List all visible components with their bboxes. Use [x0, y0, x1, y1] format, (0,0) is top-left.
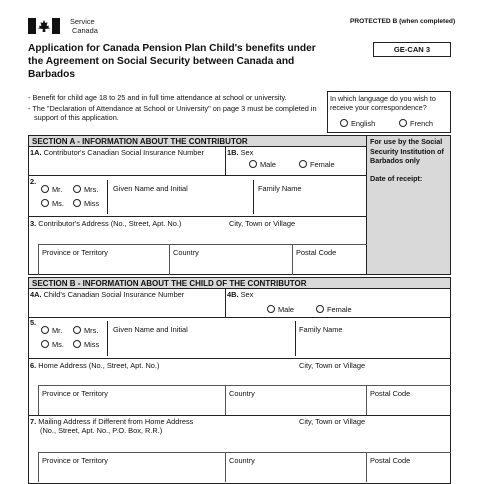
title-mr-option[interactable]: [41, 185, 62, 194]
mr-label: Mr.: [52, 326, 63, 335]
province-label: Province or Territory: [42, 456, 108, 465]
contributor-male-option[interactable]: [249, 160, 276, 169]
contributor-sin-field[interactable]: [31, 158, 221, 173]
country-label: Country: [229, 456, 255, 465]
q1a-number: 1A.: [30, 148, 42, 157]
given-name-label: Given Name and Initial: [113, 325, 188, 334]
city-label: City, Town or Village: [229, 219, 296, 228]
ms-label: Ms.: [52, 340, 64, 349]
contributor-given-name-field[interactable]: [110, 195, 250, 213]
q4b-text: Sex: [240, 290, 254, 299]
q1b-label: [227, 148, 253, 157]
ms-radio[interactable]: [41, 199, 49, 207]
notes: [28, 93, 323, 122]
divider: [366, 452, 367, 482]
mrs-radio[interactable]: [73, 326, 81, 334]
child-female-option[interactable]: [316, 305, 352, 314]
page-title: Application for Canada Pension Plan Child's benefits under the Agreement on Social Security between Canada and Barbados: [28, 43, 316, 80]
title-ms-option[interactable]: [41, 199, 64, 208]
form-code-box: [373, 42, 451, 57]
child-sin-field[interactable]: [31, 300, 221, 315]
department-name: [70, 17, 98, 35]
q1b-text: Sex: [240, 148, 254, 157]
male-label: Male: [260, 160, 277, 169]
q3-number: 3.: [30, 219, 37, 228]
q6-number: 6.: [30, 361, 37, 370]
q1a-label: [30, 148, 204, 157]
child-male-option[interactable]: [267, 305, 294, 314]
province-label: Province or Territory: [42, 248, 108, 257]
official-use-note: For use by the Social Security Institution of Barbados only: [370, 137, 444, 166]
family-name-label: Family Name: [299, 325, 343, 334]
female-label: Female: [327, 305, 352, 314]
language-english-option[interactable]: [340, 119, 375, 128]
divider: [225, 452, 226, 482]
english-radio[interactable]: [340, 119, 348, 127]
child-title-mr-option[interactable]: [41, 326, 62, 335]
contributor-female-option[interactable]: [299, 160, 335, 169]
ms-label: Ms.: [52, 199, 64, 208]
note-2: - The "Declaration of Attendance at School or University" on page 3 must be completed in support of this application.: [28, 104, 317, 122]
french-label: French: [410, 119, 434, 128]
divider: [38, 452, 451, 453]
q6-label: [30, 361, 159, 370]
child-title-mrs-option[interactable]: [73, 326, 98, 335]
title-miss-option[interactable]: [73, 199, 99, 208]
divider: [366, 385, 367, 415]
city-label: City, Town or Village: [299, 361, 366, 370]
address-label: Contributor's Address (No., Street, Apt. No.): [38, 219, 182, 228]
family-name-label: Family Name: [258, 184, 302, 193]
miss-label: Miss: [84, 340, 100, 349]
q3-label: [30, 219, 181, 228]
child-title-ms-option[interactable]: [41, 340, 64, 349]
male-label: Male: [278, 305, 295, 314]
form-code: GE-CAN 3: [393, 45, 431, 54]
given-name-label: Given Name and Initial: [113, 184, 188, 193]
q4b-label: [227, 290, 253, 299]
english-label: English: [351, 119, 376, 128]
q4a-number: 4A.: [30, 290, 42, 299]
language-french-option[interactable]: [399, 119, 433, 128]
divider: [169, 244, 170, 275]
mr-radio[interactable]: [41, 326, 49, 334]
language-box: [327, 91, 451, 133]
ms-radio[interactable]: [41, 340, 49, 348]
contributor-male-radio[interactable]: [249, 160, 257, 168]
mr-label: Mr.: [52, 185, 63, 194]
divider: [295, 321, 296, 356]
child-given-name-field[interactable]: [110, 336, 290, 355]
q4a-label: [30, 290, 184, 299]
child-title-miss-option[interactable]: [73, 340, 99, 349]
divider: [253, 180, 254, 214]
title-mrs-option[interactable]: [73, 185, 98, 194]
divider: [28, 317, 451, 318]
mailing-label-line-2: (No., Street, Apt. No., P.O. Box, R.R.): [40, 426, 163, 435]
child-female-radio[interactable]: [316, 305, 324, 313]
section-a-title: SECTION A - INFORMATION ABOUT THE CONTRIBUTOR: [32, 137, 248, 146]
postal-code-label: Postal Code: [370, 389, 411, 398]
child-mailing-address-field[interactable]: [31, 436, 445, 450]
q7-number: 7.: [30, 417, 37, 426]
divider: [28, 175, 367, 176]
q5-number: 5.: [30, 318, 37, 327]
q1b-number: 1B.: [227, 148, 239, 157]
contributor-address-field[interactable]: [31, 229, 361, 243]
canada-flag-icon: [28, 18, 60, 34]
divider: [107, 321, 108, 356]
q7-label: [30, 417, 193, 435]
miss-label: Miss: [84, 199, 100, 208]
french-radio[interactable]: [399, 119, 407, 127]
note-1: - Benefit for child age 18 to 25 and in full time attendance at school or university.: [28, 93, 287, 102]
protected-label: PROTECTED B (when completed): [350, 18, 456, 25]
miss-radio[interactable]: [73, 340, 81, 348]
mrs-label: Mrs.: [84, 185, 99, 194]
divider: [225, 147, 226, 175]
date-of-receipt-label: Date of receipt:: [370, 173, 423, 183]
child-home-address-field[interactable]: [31, 371, 445, 385]
postal-code-label: Postal Code: [370, 456, 411, 465]
divider: [107, 180, 108, 214]
divider: [28, 358, 451, 359]
female-label: Female: [310, 160, 335, 169]
q4a-text: Child's Canadian Social Insurance Number: [43, 290, 185, 299]
country-label: Country: [173, 248, 199, 257]
miss-radio[interactable]: [73, 199, 81, 207]
divider: [292, 244, 293, 275]
official-use-panel: [366, 135, 451, 275]
section-b-title: SECTION B - INFORMATION ABOUT THE CHILD OF THE CONTRIBUTOR: [32, 279, 307, 288]
child-male-radio[interactable]: [267, 305, 275, 313]
mrs-radio[interactable]: [73, 185, 81, 193]
divider: [38, 452, 39, 482]
department-line-2: Canada: [72, 26, 98, 35]
divider: [38, 244, 39, 275]
divider: [38, 385, 39, 415]
postal-code-label: Postal Code: [296, 248, 337, 257]
contributor-female-radio[interactable]: [299, 160, 307, 168]
country-label: Country: [229, 389, 255, 398]
language-question: In which language do you wish to receive your correspondence?: [330, 94, 436, 112]
q1a-text: Contributor's Canadian Social Insurance Number: [43, 148, 204, 157]
divider: [225, 289, 226, 317]
divider: [28, 216, 367, 217]
divider: [38, 385, 451, 386]
city-label: City, Town or Village: [299, 417, 366, 426]
divider: [38, 244, 367, 245]
contributor-family-name-field[interactable]: [256, 195, 364, 213]
child-family-name-field[interactable]: [298, 336, 446, 355]
mr-radio[interactable]: [41, 185, 49, 193]
mailing-label-line-1: Mailing Address if Different from Home Address: [38, 417, 194, 426]
divider: [28, 415, 451, 416]
province-label: Province or Territory: [42, 389, 108, 398]
q4b-number: 4B.: [227, 290, 239, 299]
home-address-label: Home Address (No., Street, Apt. No.): [38, 361, 160, 370]
department-line-1: Service: [70, 17, 95, 26]
divider: [225, 385, 226, 415]
mrs-label: Mrs.: [84, 326, 99, 335]
q2-number: 2.: [30, 177, 37, 186]
